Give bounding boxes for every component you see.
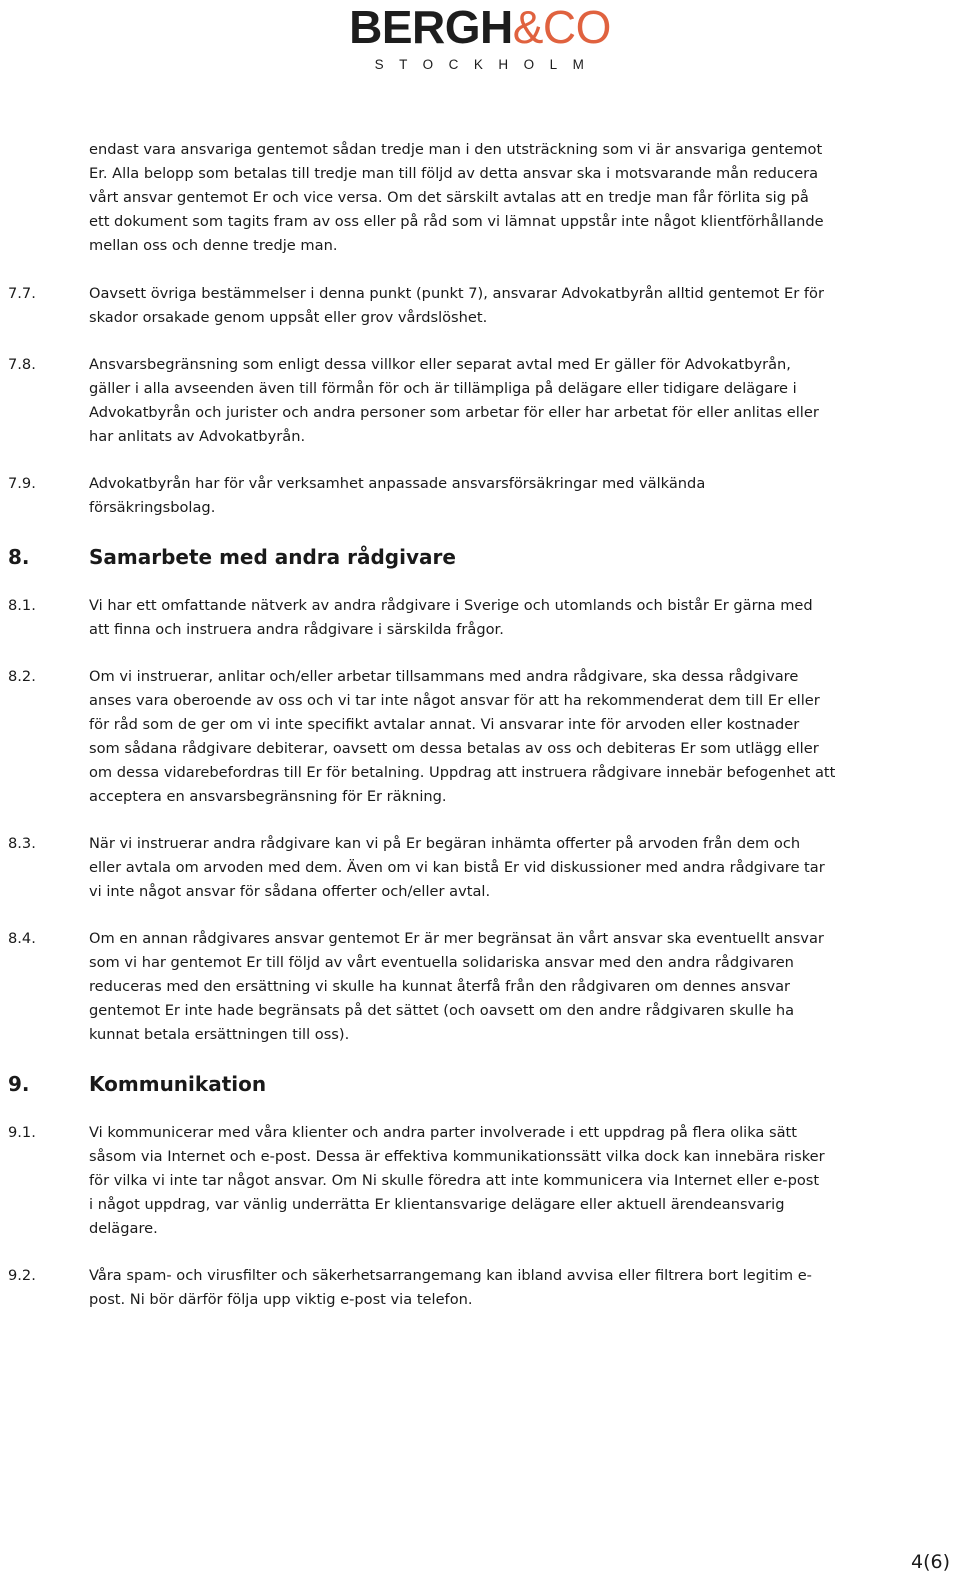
logo-amp-co: &CO <box>512 1 611 53</box>
clause-7-7 <box>0 282 960 330</box>
section-number: 9. <box>8 1072 30 1096</box>
section-title: Samarbete med andra rådgivare <box>89 545 456 569</box>
clause-8-3 <box>0 832 960 904</box>
clause-7-8 <box>0 353 960 449</box>
paragraph-text: endast vara ansvariga gentemot sådan tredje man i den utsträckning som vi är ansvariga gentemot Er. Alla belopp som betalas till tredje man till följd av detta ansvar ska i motsvarande mån reducera vårt ansvar gentemot Er och vice versa. Om det särskilt avtalas att en tredje man får förlita sig på ett dokument som tagits fram av oss eller på råd som vi lämnat uppstår inte något klientförhållande mellan oss och denne tredje man. <box>89 141 824 254</box>
section-heading-9 <box>0 1071 960 1097</box>
clause-8-4 <box>0 927 960 1047</box>
clause-8-2 <box>0 665 960 809</box>
clause-9-2 <box>0 1264 960 1312</box>
clause-number: 8.1. <box>8 597 36 614</box>
clause-number: 9.1. <box>8 1124 36 1141</box>
paragraph-continuation <box>0 138 960 258</box>
clause-text: Om en annan rådgivares ansvar gentemot Er är mer begränsat än vårt ansvar ska eventuellt ansvar som vi har gentemot Er till följd av vårt eventuella solidariska ansvar med den andra rådgivaren reduceras med den ersättning vi skulle ha kunnat återfå från den rådgivaren om dennes ansvar gentemot Er inte hade begränsats på det sättet (och oavsett om den andre rådgivaren skulle ha kunnat betala ersättningen till oss). <box>89 930 824 1043</box>
clause-number: 7.9. <box>8 475 36 492</box>
logo-city: STOCKHOLM <box>374 57 600 72</box>
section-number: 8. <box>8 545 30 569</box>
clause-text: Vi kommunicerar med våra klienter och andra parter involverade i ett uppdrag på flera olika sätt såsom via Internet och e-post. Dessa är effektiva kommunikationssätt vilka dock kan innebära risker för vilka vi inte tar något ansvar. Om Ni skulle föredra att inte kommunicera via Internet eller e-post i något uppdrag, var vänlig underrätta Er klientansvarige delägare eller aktuell ärendeansvarig delägare. <box>89 1124 825 1237</box>
clause-8-1 <box>0 594 960 642</box>
clause-text: När vi instruerar andra rådgivare kan vi på Er begäran inhämta offerter på arvoden från dem och eller avtala om arvoden med dem. Även om vi kan bistå Er vid diskussioner med andra rådgivare tar vi inte något ansvar för sådana offerter och/eller avtal. <box>89 835 825 900</box>
clause-7-9 <box>0 472 960 520</box>
clause-9-1 <box>0 1121 960 1241</box>
document-body <box>0 138 960 1312</box>
clause-number: 7.7. <box>8 285 36 302</box>
clause-text: Om vi instruerar, anlitar och/eller arbetar tillsammans med andra rådgivare, ska dessa rådgivare anses vara oberoende av oss och vi tar inte något ansvar för att ha rekommenderat dem till Er eller för råd som de ger om vi inte specifikt avtalar annat. Vi ansvarar inte för arvoden eller kostnader som sådana rådgivare debiterar, oavsett om dessa betalas av oss och debiteras Er som utlägg eller om dessa vidarebefordras till Er för betalning. Uppdrag att instruera rådgivare innebär befogenhet att acceptera en ansvarsbegränsning för Er räkning. <box>89 668 836 805</box>
logo-name: BERGH <box>349 1 513 53</box>
clause-number: 8.2. <box>8 668 36 685</box>
clause-text: Ansvarsbegränsning som enligt dessa villkor eller separat avtal med Er gäller för Advokatbyrån, gäller i alla avseenden även till förmån för och är tillämpliga på delägare eller tidigare delägare i Advokatbyrån och jurister och andra personer som arbetar för eller har arbetat för eller anlitas eller har anlitats av Advokatbyrån. <box>89 356 819 445</box>
clause-text: Våra spam- och virusfilter och säkerhetsarrangemang kan ibland avvisa eller filtrera bort legitim e- post. Ni bör därför följa upp viktig e-post via telefon. <box>89 1267 812 1308</box>
clause-number: 8.3. <box>8 835 36 852</box>
section-title: Kommunikation <box>89 1072 267 1096</box>
clause-number: 7.8. <box>8 356 36 373</box>
company-logo <box>0 1 960 72</box>
clause-number: 8.4. <box>8 930 36 947</box>
clause-text: Oavsett övriga bestämmelser i denna punkt (punkt 7), ansvarar Advokatbyrån alltid gentemot Er för skador orsakade genom uppsåt eller grov vårdslöshet. <box>89 285 824 326</box>
page-number: 4(6) <box>910 1551 950 1573</box>
logo-wordmark <box>0 1 960 53</box>
clause-text: Vi har ett omfattande nätverk av andra rådgivare i Sverige och utomlands och bistår Er gärna med att finna och instruera andra rådgivare i särskilda frågor. <box>89 597 813 638</box>
section-heading-8 <box>0 544 960 570</box>
clause-number: 9.2. <box>8 1267 36 1284</box>
clause-text: Advokatbyrån har för vår verksamhet anpassade ansvarsförsäkringar med välkända försäkringsbolag. <box>89 475 706 516</box>
